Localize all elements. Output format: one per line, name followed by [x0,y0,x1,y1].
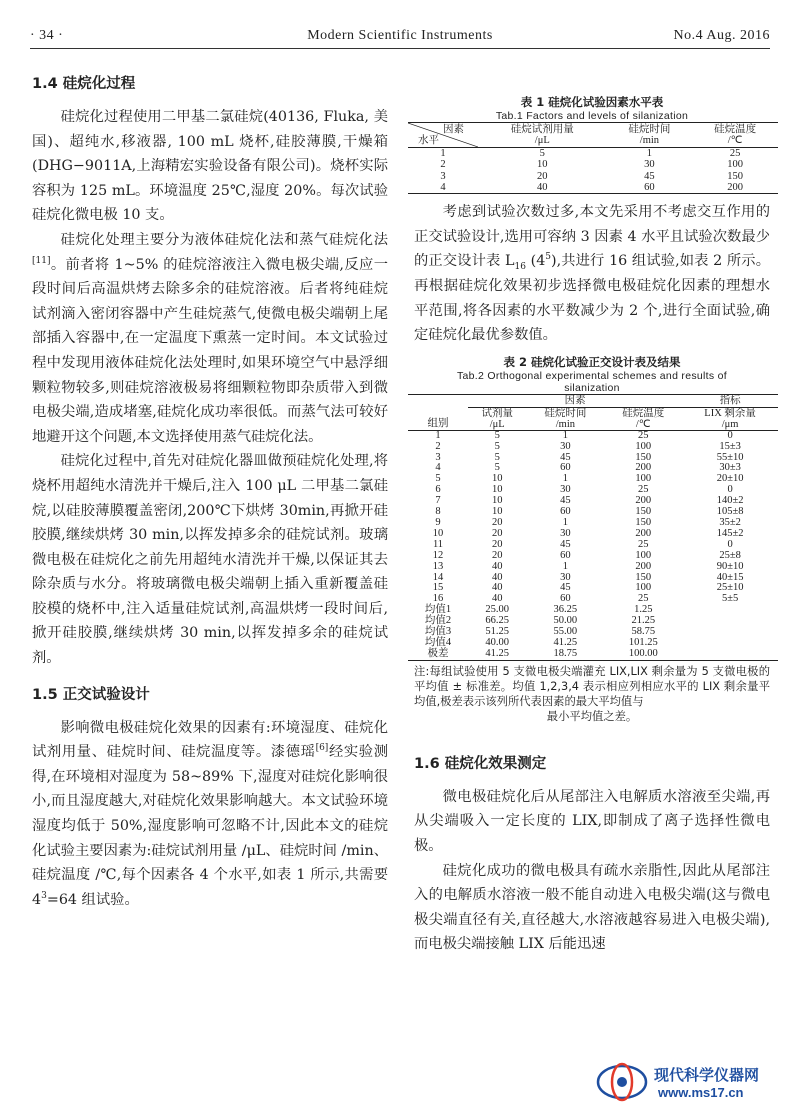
table2-cell: 40.00 [485,636,510,648]
table2-cell: 11 [432,538,444,550]
table2-cell: 1 [408,430,468,441]
table2-cell: 140±2 [716,495,744,507]
table2-cell: 51.25 [485,626,510,638]
table2-cell: 极差 [408,649,468,660]
sec16-paragraph-1: 微电极硅烷化后从尾部注入电解质水溶液至尖端,再从尖端吸入一定长度的 LIX,即制成了离子选择性微电极。 [414,788,770,854]
table1-row [408,171,778,182]
table2-cell: 105±8 [716,506,744,518]
table2-cell: 200 [635,527,652,539]
table2-cell: 100 [635,473,652,485]
page-number: · 34 · [30,28,64,43]
table2-cell: 均值2 [424,615,452,627]
table2-cell: 9 [435,517,441,528]
table1-cell: 40 [478,182,607,194]
table1-cell: 20 [537,170,548,182]
table2-cell: 3 [435,451,441,463]
table2-cell: 40 [491,593,503,605]
table2-cell: 1 [562,560,568,572]
table2-row [408,562,778,573]
table2-cell: 1 [562,517,568,528]
table2-cell: 100 [635,549,652,561]
table1-header-time: 硅烷时间 /min [607,123,693,148]
table2-cell: 200 [635,462,652,474]
sec16-paragraph-2: 硅烷化成功的微电极具有疏水亲脂性,因此从尾部注入的电解质水溶液一般不能自动进入电极尖端(这与微电极尖端直径有关,直径越大,水溶液越容易进入电极尖端),而电极尖端接触 LIX 后能迅速 [414,862,770,953]
table2-cell: 20 [491,538,503,550]
table2-row [408,430,778,441]
table2-cell: 均值1 [424,604,452,616]
table1-caption-en: Tab.1 Factors and levels of silanization [495,110,689,122]
table2-row [408,474,778,485]
table1-cell: 45 [644,170,655,182]
table2-cell: 40 [491,560,503,572]
table1-cell: 60 [607,182,693,194]
table2-cell: 25±10 [716,582,744,594]
table1-cell: 25 [692,148,778,160]
table2-cell: 20 [491,549,503,561]
journal-name: Modern Scientific Instruments [307,28,493,43]
table2-caption-en-2: silanization [564,381,620,394]
table1-cell: 1 [607,148,693,160]
sec15-paragraph-1: 影响微电极硅烷化效果的因素有:环境湿度、硅烷化试剂用量、硅烷时间、硅烷温度等。漆德瑶[6]经实验测得,在环境相对湿度为 58~89% 下,湿度对硅烷化影响很小,而且湿度越大,对硅烷化效果影响越大。本文试验环境湿度均低于 50%,湿度影响可忽略不计,因此本文的硅烷化试验主要因素为:硅烷试剂用量 /μL、硅烷时间 /min、硅烷温度 /℃,每个因素各 4 个水平,如表 1 所示,共需要 $4^3=64$ 组试验。 [32,719,389,908]
table2-cell: 60 [560,506,571,518]
table2-cell: 101.25 [628,636,658,648]
table2-cell: 35±2 [719,517,741,528]
table2-cell [682,638,778,649]
table2-cell: 66.25 [485,615,510,627]
table2-caption-en-1: Tab.2 Orthogonal experimental schemes and results of [456,369,728,382]
citation-6: [6] [315,743,329,754]
table1-row [408,159,778,170]
table2-cell: 45 [560,582,571,594]
table2-cell: 150 [635,451,652,463]
table2-row [408,616,778,627]
table2-cell: 2 [435,440,441,452]
table2-cell: 18.75 [526,649,604,660]
logo-url-text: www.ms17.cn [658,1085,744,1100]
sec14-paragraph-3: 硅烷化过程中,首先对硅烷化器皿做预硅烷化处理,将烧杯用超纯水清洗并干燥后,注入 100 μL 二甲基二氯硅烷,以硅胶薄膜覆盖密闭,200℃下烘烤 30min,再掀开硅胶膜,继续烘烤 30 min,以挥发掉多余的硅烷试剂。玻璃微电极在硅烷化之前先用超纯水清洗并干燥,以保证其去除杂质与水分。将玻璃微电极尖端朝上插入重新覆盖硅胶模的烧杯中,注入适量硅烷试剂,高温烘烤一段时间后,掀开硅胶膜,继续烘烤 30 min,以挥发掉多余的硅烷试剂。 [32,453,388,667]
section-1-5-title: 1.5 正交试验设计 [32,686,150,703]
sec14-paragraph-1: 硅烷化过程使用二甲基二氯硅烷(40136, Fluka, 美国)、超纯水,移液器, 100 mL 烧杯,硅胶薄膜,干燥箱(DHG−9011A,上海精宏实验设备有限公司)。烧杯实际容积为 125 mL。环境温度 25℃,湿度 20%。每次试验硅烷化微电极 10 支。 [32,109,388,224]
table2-cell: 55.00 [553,626,578,638]
issue-info: No.4 Aug. 2016 [673,28,770,43]
table2-cell: 1 [526,430,604,441]
table2-row [408,442,778,453]
table1-header-reagent: 硅烷试剂用量 /μL [478,123,607,148]
table2-cell: 1 [562,473,568,485]
table2-cell: 30 [560,527,571,539]
table2-header-time: 硅烷时间 /min [544,407,587,430]
table2-cell: 25 [638,593,649,605]
table2-cell [682,605,778,616]
table2-caption-cn: 表 2 硅烷化试验正交设计表及结果 [503,354,681,369]
table2-cell [682,616,778,627]
table2-cell: 7 [435,495,441,507]
table1-row [408,148,778,160]
table2-cell: 45 [560,495,571,507]
table1-cell: 1 [408,148,478,160]
table1-cell: 30 [644,159,655,171]
table2-cell: 10 [491,484,503,496]
running-header [30,28,770,46]
table2-cell: 30±3 [719,462,741,474]
table1-cell: 2 [440,159,446,171]
site-logo [596,1062,792,1104]
table2-cell: 20 [491,527,503,539]
table2-cell: 150 [635,571,652,583]
table2-cell: 90±10 [716,560,744,572]
table2-cell: 40 [491,571,503,583]
table1-header-temp: 硅烷温度 /℃ [692,123,778,148]
table2-cell: 25 [638,484,649,496]
right-paragraph-1: 考虑到试验次数过多,本文先采用不考虑交互作用的正交试验设计,选用可容纳 3 因素 4 水平且试验次数最少的正交设计表 $L_{16}$ $(4^5)$,共进行 16 组试验,如表 2 所示。再根据硅烷化效果初步选择微电极硅烷化因素的理想水平范围,将各因素的水平数减少为 2 个,进行全面试验,确定硅烷化最优参数值。 [414,204,771,344]
table1-cell: 4 [408,182,478,194]
table2-cell: 20 [491,517,503,528]
section-1-4-title: 1.4 硅烷化过程 [32,76,136,92]
table2-cell: 30 [560,440,571,452]
table2-cell: 均值3 [424,626,452,638]
table2-cell: 100 [635,582,652,594]
table2-cell: 20±10 [716,473,744,485]
table1-row [408,182,778,194]
table2-cell: 5±5 [721,593,739,605]
table2-cell: 5 [494,440,500,452]
table2-cell: 30 [560,484,571,496]
table2-cell: 均值4 [424,636,452,648]
table2-header-reagent: 试剂量 /μL [481,407,513,430]
table2-cell: 30 [560,571,571,583]
table2-cell: 41.25 [468,649,526,660]
sec14-paragraph-2: 硅烷化处理主要分为液体硅烷化法和蒸气硅烷化法[11]。前者将 1~5% 的硅烷溶液注入微电极尖端,反应一段时间后高温烘烤去除多余的硅烷溶液。后者将纯硅烷试剂滴入密闭容器中产生硅烷蒸气,使微电极尖端朝上尾部插入容器中,在一定温度下熏蒸一定时间。本文试验过程中发现用液体硅烷化法处理时,如果环境空气中悬浮细颗粒物较多,则硅烷溶液极易将细颗粒物即杂质带入到微电极尖端,造成堵塞,硅烷化成功率很低。而蒸气法可较好地避开这个问题,本文选择使用蒸气硅烷化法。 [32,231,388,445]
table2-row [408,605,778,616]
table2-cell: 25±8 [719,549,741,561]
table2-cell: 6 [435,484,441,496]
table2-cell: 10 [491,506,503,518]
table2-cell: 58.75 [631,626,656,638]
table2-cell: 60 [560,593,571,605]
table2-cell: 15 [432,582,444,594]
table2-group-factor: 因素 [468,394,682,407]
table2-cell: 150 [635,517,652,528]
table1 [408,122,778,194]
table2-cell: 145±2 [716,527,744,539]
header-rule [30,48,770,49]
right-column [414,94,770,957]
logo-mark-icon [596,1062,648,1102]
table1-cell: 150 [727,170,743,182]
table2-cell: 45 [560,538,571,550]
table2-cell: 5 [494,462,500,474]
table2-cell: 0 [727,538,733,550]
table2-note: 注:每组试验使用 5 支微电极尖端灌充 LIX,LIX 剩余量为 5 支微电极的平均值 ± 标准差。均值 1,2,3,4 表示相应列相应水平的 LIX 剩余量平均值,极差表示该列所代表因素的最大平均值与 最小平均值之差。 [414,664,770,723]
table2-row [408,551,778,562]
section-1-6-title: 1.6 硅烷化效果测定 [414,755,547,772]
table2-cell [682,649,778,660]
table2-row [408,594,778,605]
table2-cell: 5 [494,451,500,463]
table2-cell: 150 [635,506,652,518]
table2-cell: 0 [682,430,778,441]
table2-cell: 25 [638,538,649,550]
table2-cell: 41.25 [553,636,578,648]
table2-cell: 10 [491,473,503,485]
table2-cell: 60 [560,462,571,474]
table2-cell: 55±10 [716,451,744,463]
table1-cell: 200 [692,182,778,194]
table2 [408,394,778,661]
table2-cell: 60 [560,549,571,561]
table2-cell: 10 [432,527,444,539]
table2-cell: 14 [432,571,444,583]
table2-cell: 50.00 [553,615,578,627]
table2-cell: 25.00 [485,604,510,616]
table2-cell: 100 [635,440,652,452]
table2-row [408,627,778,638]
table2-cell: 15±3 [719,440,741,452]
table2-cell: 200 [635,495,652,507]
table2-cell: 5 [468,430,526,441]
table1-caption-cn: 表 1 硅烷化试验因素水平表 [520,95,664,109]
table1-cell: 3 [440,170,446,182]
table2-cell: 8 [435,506,441,518]
table1-cell: 5 [478,148,607,160]
table2-cell: 1.25 [634,604,653,616]
table2-group-index: 指标 [682,394,778,407]
table2-cell: 4 [435,462,441,474]
citation-11: [11] [32,255,51,266]
table2-cell: 10 [491,495,503,507]
table2-row [408,649,778,660]
table2-cell: 16 [432,593,444,605]
table2-cell: 12 [432,549,444,561]
table1-cell: 100 [727,159,743,171]
table1-cell: 10 [537,159,548,171]
table2-cell: 45 [560,451,571,463]
table2-cell: 0 [727,484,733,496]
table2-cell: 36.25 [553,604,578,616]
table2-cell: 100.00 [604,649,682,660]
table2-cell: 40±15 [716,571,744,583]
logo-brand-text: 现代科学仪器网 [654,1066,760,1084]
table2-cell: 13 [432,560,444,572]
table2-cell: 5 [435,473,441,485]
table2-row [408,529,778,540]
table2-header-lix: LIX 剩余量 /μm [704,407,756,430]
table2-cell: 40 [491,582,503,594]
left-column [32,62,388,912]
table2-header-temp: 硅烷温度 /℃ [622,407,665,430]
table1-diag-header: 因素 水平 [408,123,478,148]
table2-row [408,638,778,649]
table2-cell [682,627,778,638]
table2-cell: 25 [604,430,682,441]
table2-header-group: 组别 [408,394,468,430]
table2-cell: 21.25 [631,615,656,627]
table2-cell: 200 [635,560,652,572]
